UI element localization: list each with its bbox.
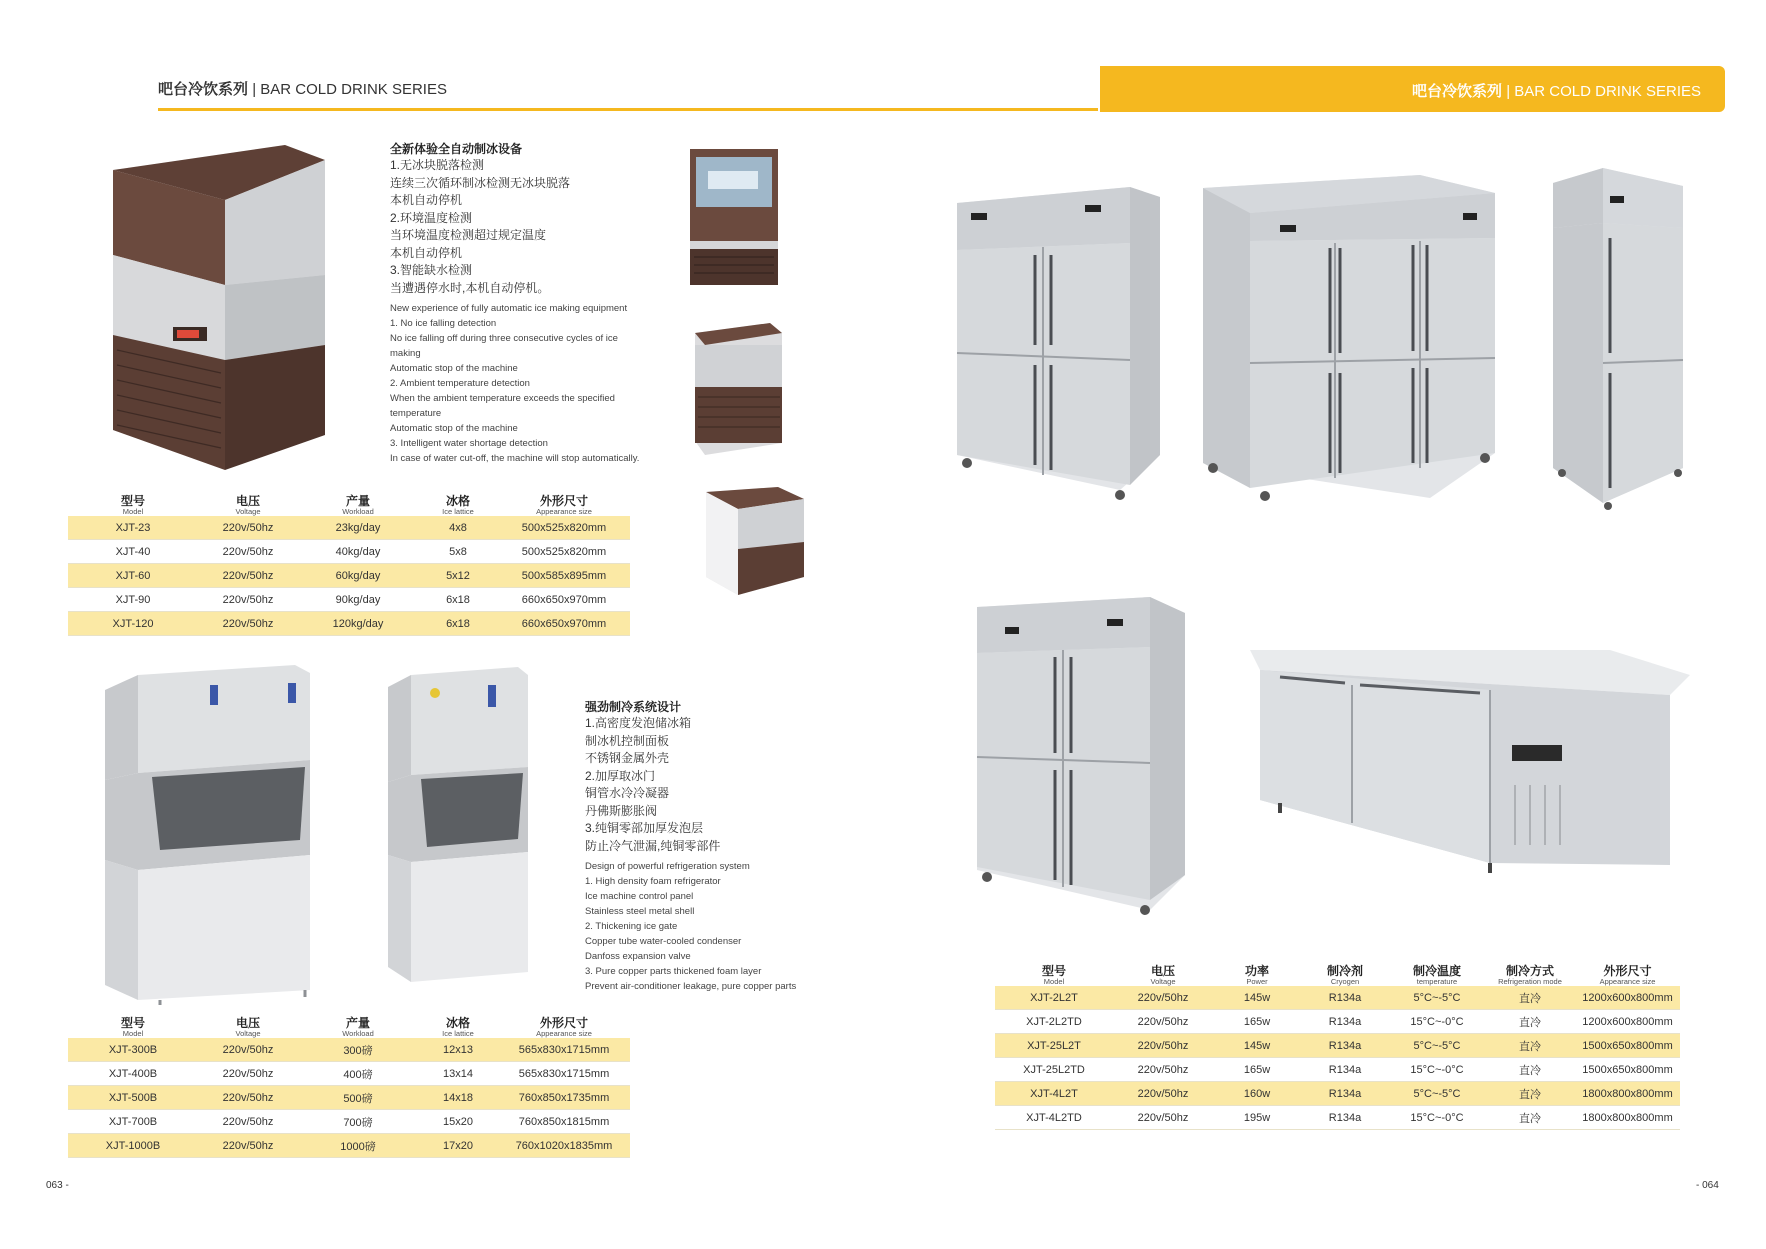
undercounter-fridge-image [1240, 645, 1690, 875]
feature-en-line: 2. Thickening ice gate [585, 921, 678, 932]
table-cell: 1200x600x800mm [1582, 1015, 1673, 1028]
table-cell: 400磅 [343, 1068, 373, 1081]
table-header-en: Refrigeration mode [1498, 976, 1562, 986]
table-header [995, 964, 1113, 986]
feature-cn-line: 2.环境温度检测 [390, 210, 473, 225]
table-header-cn: 外形尺寸 [539, 493, 588, 508]
ice-maker-double-image [100, 665, 315, 1005]
feature-block-1 [390, 140, 660, 466]
table-cell: 1800x800x800mm [1582, 1111, 1673, 1124]
table-row [995, 1034, 1680, 1058]
table-cell: XJT-300B [68, 1038, 198, 1062]
feature-en-line: Danfoss expansion valve [585, 951, 691, 962]
table-cell: 1500x650x800mm [1582, 1063, 1673, 1076]
feature-en-line: In case of water cut-off, the machine will stop automatically. [390, 453, 640, 464]
feature-en-line: 1. High density foam refrigerator [585, 876, 721, 887]
table-cell: XJT-25L2T [995, 1034, 1113, 1058]
table-cell: 500x585x895mm [498, 564, 630, 588]
fridge-4-door-image [955, 185, 1165, 505]
table-cell: XJT-23 [68, 516, 198, 540]
table-cell: 220v/50hz [222, 1115, 274, 1128]
header-right-banner [1100, 66, 1725, 112]
table-header [418, 494, 498, 516]
table-header [498, 494, 630, 516]
table-header-cn: 型号 [120, 1015, 145, 1030]
table-cell: 直冷 [1485, 986, 1575, 1010]
feature-cn-line: 3.智能缺水检测 [390, 263, 473, 277]
table-cell: 220v/50hz [198, 1086, 298, 1110]
feature-cn-line: 制冰机控制面板 [585, 733, 670, 748]
feature-block-2-en-list [585, 859, 855, 994]
table-cell: XJT-2L2TD [1026, 1015, 1082, 1028]
header-right-en: BAR COLD DRINK SERIES [1514, 83, 1701, 100]
feature-cn-line: 不锈钢金属外壳 [585, 751, 670, 765]
fridge-2-door-image [1548, 168, 1698, 513]
table-cell: 220v/50hz [1113, 986, 1213, 1010]
table-cell: 220v/50hz [198, 1134, 298, 1158]
table-cell: 直冷 [1519, 1064, 1541, 1077]
table-row [995, 986, 1680, 1010]
table-header-cn: 电压 [235, 1015, 260, 1030]
feature-cn-line: 连续三次循环制冰检测无冰块脱落 [390, 175, 571, 190]
feature-cn-line: 1.高密度发泡储冰箱 [585, 716, 692, 730]
table-cell: 90kg/day [335, 593, 381, 606]
feature-cn-line: 本机自动停机 [390, 245, 463, 260]
table-cell: 220v/50hz [1137, 1063, 1189, 1076]
table-header-cn: 电压 [1150, 963, 1175, 978]
table-cell: 565x830x1715mm [498, 1038, 630, 1062]
table-header-cn: 电压 [235, 493, 260, 508]
feature-block-2-cn-list [585, 715, 855, 855]
table-header-cn: 冰格 [445, 1015, 470, 1030]
table-header [1575, 964, 1680, 986]
table-cell: R134a [1328, 1063, 1362, 1076]
table-cell: XJT-500B [68, 1086, 198, 1110]
feature-en-line: 3. Pure copper parts thickened foam layer [585, 966, 762, 977]
table-header [1113, 964, 1213, 986]
table-row [68, 588, 630, 612]
table-cell: 5x12 [418, 564, 498, 588]
feature-en-line: 3. Intelligent water shortage detection [390, 438, 548, 449]
header-right-sep: | [1506, 83, 1511, 100]
table-cell: 700磅 [343, 1116, 373, 1129]
table-cell: 5x8 [449, 545, 467, 558]
table-cell: XJT-25L2TD [1023, 1063, 1085, 1076]
table-header-en: temperature [1416, 976, 1458, 986]
feature-en-line: temperature [390, 408, 442, 419]
table-header-en: Cryogen [1330, 976, 1360, 986]
table-cell: 220v/50hz [1113, 1034, 1213, 1058]
table-cell: 直冷 [1485, 1034, 1575, 1058]
feature-en-line: Automatic stop of the machine [390, 363, 518, 374]
ice-maker-spec-table [68, 494, 630, 636]
feature-cn-line: 丹佛斯膨胀阀 [585, 803, 658, 818]
table-cell: 220v/50hz [1113, 1082, 1213, 1106]
feature-cn-line: 防止冷气泄漏,纯铜零部件 [585, 838, 721, 853]
table-header-cn: 冰格 [445, 493, 470, 508]
table-header-en: Power [1246, 976, 1268, 986]
table-row [68, 564, 630, 588]
table-cell: 5°C~-5°C [1389, 986, 1485, 1010]
table-header-en: Voltage [235, 1028, 261, 1038]
table-row [995, 1058, 1680, 1082]
feature-block-2 [585, 698, 855, 994]
table-cell: 5°C~-5°C [1389, 1034, 1485, 1058]
table-cell: 23kg/day [298, 516, 418, 540]
ice-maker-thumb-3-image [698, 487, 806, 597]
table-cell: 760x850x1815mm [518, 1115, 610, 1128]
page-number-left: 063 - [46, 1180, 69, 1191]
ice-maker-single-image [383, 667, 533, 987]
header-right-cn: 吧台冷饮系列 [1412, 83, 1503, 100]
table-cell: 220v/50hz [198, 612, 298, 636]
table-cell: XJT-90 [115, 593, 151, 606]
table-cell: 17x20 [418, 1134, 498, 1158]
table-header-cn: 制冷温度 [1412, 963, 1461, 978]
table-row [995, 1010, 1680, 1034]
table-cell: XJT-120 [68, 612, 198, 636]
table-header [418, 1016, 498, 1038]
ice-maker-thumb-2-image [690, 323, 785, 458]
table-header [498, 1016, 630, 1038]
table-cell: XJT-4L2TD [1026, 1111, 1082, 1124]
page-number-right: - 064 [1696, 1180, 1719, 1191]
table-cell: XJT-700B [108, 1115, 158, 1128]
table-cell: 直冷 [1485, 1082, 1575, 1106]
table-cell: 165w [1243, 1063, 1271, 1076]
table-header-cn: 制冷方式 [1505, 963, 1554, 978]
refrigerator-spec-table [995, 964, 1680, 1130]
table-cell: 145w [1213, 986, 1301, 1010]
table-header-cn: 外形尺寸 [539, 1015, 588, 1030]
table-cell: 160w [1213, 1082, 1301, 1106]
fridge-6-door-image [1195, 173, 1495, 508]
table-header-cn: 功率 [1244, 963, 1269, 978]
table-cell: 15x20 [443, 1115, 473, 1128]
table-row [68, 1086, 630, 1110]
header-left-en: BAR COLD DRINK SERIES [260, 81, 447, 98]
table-cell: 760x850x1735mm [498, 1086, 630, 1110]
table-cell: XJT-60 [68, 564, 198, 588]
table-cell: R134a [1328, 1111, 1362, 1124]
header-left-sep: | [252, 81, 257, 98]
feature-block-2-title: 强劲制冷系统设计 [585, 700, 682, 714]
table-cell: XJT-400B [108, 1067, 158, 1080]
table-header-en: Model [1043, 976, 1065, 986]
table-cell: 220v/50hz [1137, 1111, 1189, 1124]
table-cell: 1200x600x800mm [1575, 986, 1680, 1010]
table-row [68, 516, 630, 540]
large-ice-maker-spec-table [68, 1016, 630, 1158]
table-header [1485, 964, 1575, 986]
feature-cn-line: 当环境温度检测超过规定温度 [390, 228, 547, 242]
table-cell: 195w [1243, 1111, 1271, 1124]
feature-cn-line: 当遭遇停水时,本机自动停机。 [390, 280, 550, 295]
table-header-en: Appearance size [536, 506, 592, 516]
feature-cn-line: 2.加厚取冰门 [585, 768, 656, 783]
table-cell: XJT-40 [115, 545, 151, 558]
table-cell: R134a [1301, 986, 1389, 1010]
table-cell: 14x18 [418, 1086, 498, 1110]
feature-en-line: Stainless steel metal shell [585, 906, 695, 917]
table-cell: 220v/50hz [198, 516, 298, 540]
table-row [68, 540, 630, 564]
table-cell: 660x650x970mm [521, 593, 607, 606]
feature-cn-line: 铜管水冷冷凝器 [585, 786, 670, 800]
table-header-en: Ice lattice [442, 506, 474, 516]
table-cell: 4x8 [418, 516, 498, 540]
table-cell: 6x18 [418, 612, 498, 636]
table-cell: 1800x800x800mm [1575, 1082, 1680, 1106]
table-cell: 15°C~-0°C [1410, 1063, 1464, 1076]
table-header-en: Model [122, 1028, 144, 1038]
feature-cn-line: 3.纯铜零部加厚发泡层 [585, 821, 704, 835]
ice-maker-thumb-1-image [688, 147, 780, 287]
feature-en-line: No ice falling off during three consecutive cycles of ice [390, 333, 618, 344]
table-cell: 500x525x820mm [521, 545, 607, 558]
table-cell: 220v/50hz [1137, 1015, 1189, 1028]
table-row [995, 1082, 1680, 1106]
table-header-cn: 型号 [1041, 963, 1066, 978]
feature-en-line: 1. No ice falling detection [390, 318, 497, 329]
table-header [298, 1016, 418, 1038]
table-header [1389, 964, 1485, 986]
table-cell: 120kg/day [298, 612, 418, 636]
table-header-en: Workload [342, 1028, 374, 1038]
table-cell: 220v/50hz [222, 593, 274, 606]
table-cell: 6x18 [446, 593, 470, 606]
table-cell: 220v/50hz [198, 1038, 298, 1062]
feature-block-1-cn-list [390, 157, 660, 297]
table-cell: 760x1020x1835mm [498, 1134, 630, 1158]
feature-cn-line: 1.无冰块脱落检测 [390, 158, 485, 172]
feature-en-line: New experience of fully automatic ice making equipment [390, 303, 628, 314]
table-cell: 1500x650x800mm [1575, 1034, 1680, 1058]
table-row [68, 1038, 630, 1062]
table-row [68, 1134, 630, 1158]
table-cell: 500磅 [298, 1086, 418, 1110]
table-cell: R134a [1301, 1082, 1389, 1106]
table-cell: XJT-1000B [68, 1134, 198, 1158]
table-header-cn: 产量 [345, 493, 370, 508]
table-cell: 165w [1243, 1015, 1271, 1028]
table-cell: 300磅 [298, 1038, 418, 1062]
feature-en-line: Ice machine control panel [585, 891, 694, 902]
table-cell: 500x525x820mm [498, 516, 630, 540]
fridge-4-door-2-image [975, 595, 1190, 915]
feature-en-line: 2. Ambient temperature detection [390, 378, 530, 389]
table-cell: XJT-2L2T [995, 986, 1113, 1010]
feature-en-line: Copper tube water-cooled condenser [585, 936, 742, 947]
feature-block-1-title: 全新体验全自动制冰设备 [390, 142, 523, 156]
feature-cn-line: 本机自动停机 [390, 193, 463, 207]
table-cell: 660x650x970mm [498, 612, 630, 636]
table-cell: XJT-4L2T [995, 1082, 1113, 1106]
feature-block-1-en-list [390, 301, 660, 466]
table-cell: R134a [1328, 1015, 1362, 1028]
table-header-en: Workload [342, 506, 374, 516]
header-rule [158, 108, 1098, 111]
table-header-cn: 制冷剂 [1326, 963, 1363, 978]
table-row [68, 612, 630, 636]
table-header-en: Ice lattice [442, 1028, 474, 1038]
table-header-en: Appearance size [1599, 976, 1656, 986]
header-right-text [1412, 80, 1701, 101]
feature-en-line: Prevent air-conditioner leakage, pure copper parts [585, 981, 797, 992]
table-cell: 1000磅 [298, 1134, 418, 1158]
table-cell: 220v/50hz [198, 564, 298, 588]
header-left-cn: 吧台冷饮系列 [158, 81, 249, 98]
table-header [198, 1016, 298, 1038]
table-row [68, 1110, 630, 1134]
table-header-en: Voltage [1150, 976, 1176, 986]
table-cell: 60kg/day [298, 564, 418, 588]
table-header [68, 1016, 198, 1038]
table-cell: 145w [1213, 1034, 1301, 1058]
ice-maker-large-image [85, 145, 330, 470]
table-cell: 40kg/day [335, 545, 381, 558]
table-cell: 5°C~-5°C [1389, 1082, 1485, 1106]
table-row [995, 1106, 1680, 1130]
table-cell: 直冷 [1519, 1112, 1541, 1125]
table-header-en: Voltage [235, 506, 261, 516]
table-cell: 直冷 [1519, 1016, 1541, 1029]
table-cell: 13x14 [443, 1067, 473, 1080]
header-left [158, 78, 447, 99]
table-header-cn: 产量 [345, 1015, 370, 1030]
table-header-en: Appearance size [536, 1028, 592, 1038]
table-header [298, 494, 418, 516]
table-header-cn: 外形尺寸 [1603, 963, 1652, 978]
feature-en-line: Design of powerful refrigeration system [585, 861, 750, 872]
table-cell: 565x830x1715mm [518, 1067, 610, 1080]
table-cell: 15°C~-0°C [1410, 1015, 1464, 1028]
table-cell: R134a [1301, 1034, 1389, 1058]
table-header [1213, 964, 1301, 986]
feature-en-line: When the ambient temperature exceeds the specified [390, 393, 615, 404]
table-header-en: Model [122, 506, 144, 516]
table-header [1301, 964, 1389, 986]
feature-en-line: making [390, 348, 421, 359]
table-cell: 220v/50hz [222, 545, 274, 558]
table-cell: 12x13 [418, 1038, 498, 1062]
table-row [68, 1062, 630, 1086]
table-header [198, 494, 298, 516]
table-cell: 15°C~-0°C [1410, 1111, 1464, 1124]
feature-en-line: Automatic stop of the machine [390, 423, 518, 434]
table-cell: 220v/50hz [222, 1067, 274, 1080]
table-header [68, 494, 198, 516]
table-header-cn: 型号 [120, 493, 145, 508]
